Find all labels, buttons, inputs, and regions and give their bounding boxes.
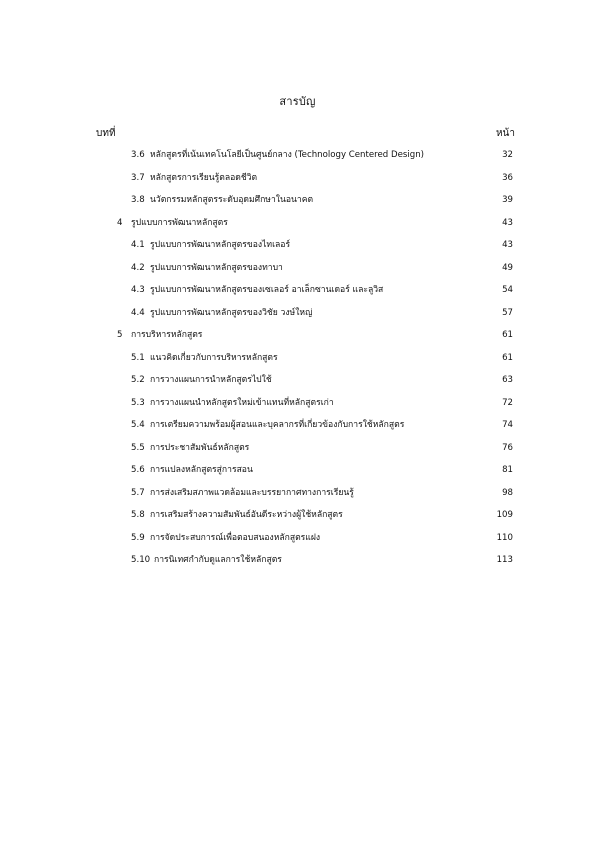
table-of-contents <box>0 150 595 578</box>
toc-entry-number: 4.3 <box>131 285 145 295</box>
toc-entry-page: 43 <box>502 217 513 228</box>
toc-entry <box>0 443 595 466</box>
toc-entry-number: 5 <box>117 330 123 340</box>
toc-entry-page: 63 <box>502 375 513 385</box>
toc-entry-number: 5.7 <box>131 487 145 498</box>
toc-entry-title: แนวคิดเกี่ยวกับการบริหารหลักสูตร <box>150 352 278 363</box>
toc-entry-page: 61 <box>502 352 513 363</box>
toc-entry-number: 5.3 <box>131 397 145 408</box>
toc-entry-page: 110 <box>496 532 513 543</box>
toc-entry-page: 54 <box>502 285 513 295</box>
page-title: สารบัญ <box>279 95 316 108</box>
toc-entry <box>0 488 595 511</box>
toc-entry-page: 72 <box>502 397 513 408</box>
toc-entry-title: รูปแบบการพัฒนาหลักสูตรของวิชัย วงษ์ใหญ่ <box>150 307 313 318</box>
toc-entry-page: 81 <box>502 465 513 475</box>
toc-entry-title: หลักสูตรการเรียนรู้ตลอดชีวิต <box>150 172 258 183</box>
toc-entry-number: 5.10 <box>131 555 151 565</box>
toc-entry-number: 4 <box>117 217 123 228</box>
toc-entry-number: 5.8 <box>131 510 145 520</box>
toc-entry <box>0 375 595 398</box>
toc-entry <box>0 330 595 353</box>
toc-entry-page: 61 <box>502 330 513 340</box>
toc-entry <box>0 510 595 533</box>
toc-entry-number: 4.2 <box>131 262 145 273</box>
toc-entry-title: การนิเทศกำกับดูแลการใช้หลักสูตร <box>154 555 282 565</box>
toc-entry-title: การบริหารหลักสูตร <box>131 330 203 340</box>
toc-entry-title: การแปลงหลักสูตรสู่การสอน <box>150 465 253 475</box>
toc-entry-title: รูปแบบการพัฒนาหลักสูตร <box>131 217 228 228</box>
toc-entry-title: การเตรียมความพร้อมผู้สอนและบุคลากรที่เกี่ยวข้องกับการใช้หลักสูตร <box>150 420 405 430</box>
toc-entry-number: 5.2 <box>131 375 145 385</box>
toc-entry-number: 5.4 <box>131 420 145 430</box>
toc-entry <box>0 218 595 241</box>
toc-entry-page: 32 <box>502 150 513 160</box>
toc-entry-title: การวางแผนการนำหลักสูตรไปใช้ <box>150 375 272 385</box>
toc-entry-title: นวัตกรรมหลักสูตรระดับอุดมศึกษาในอนาคต <box>150 195 314 205</box>
toc-entry-title: รูปแบบการพัฒนาหลักสูตรของไทเลอร์ <box>150 240 291 250</box>
toc-entry-page: 57 <box>502 307 513 318</box>
toc-entry-page: 36 <box>502 172 513 183</box>
toc-entry-number: 5.1 <box>131 352 145 363</box>
toc-entry-page: 98 <box>502 487 513 498</box>
toc-entry <box>0 240 595 263</box>
toc-entry-number: 3.8 <box>131 195 145 205</box>
toc-entry-title: รูปแบบการพัฒนาหลักสูตรของเซเลอร์ อาเล็กซานเดอร์ และลูวิส <box>150 285 384 295</box>
toc-entry-title: การส่งเสริมสภาพแวดล้อมและบรรยากาศทางการเรียนรู้ <box>150 487 354 498</box>
toc-entry <box>0 353 595 376</box>
toc-entry-title: หลักสูตรที่เน้นเทคโนโลยีเป็นศูนย์กลาง (Technology Centered Design) <box>150 150 424 160</box>
toc-entry <box>0 398 595 421</box>
toc-entry-page: 109 <box>496 510 513 520</box>
toc-entry <box>0 420 595 443</box>
toc-entry-page: 39 <box>502 195 513 205</box>
toc-entry-page: 74 <box>502 420 513 430</box>
toc-entry <box>0 465 595 488</box>
toc-entry <box>0 285 595 308</box>
toc-entry-title: การประชาสัมพันธ์หลักสูตร <box>150 442 250 453</box>
toc-entry-number: 3.6 <box>131 150 145 160</box>
toc-entry-number: 5.9 <box>131 532 145 543</box>
toc-entry-title: การจัดประสบการณ์เพื่อตอบสนองหลักสูตรแฝง <box>150 532 321 543</box>
toc-entry-title: รูปแบบการพัฒนาหลักสูตรของทาบา <box>150 262 283 273</box>
toc-entry <box>0 308 595 331</box>
toc-entry <box>0 150 595 173</box>
toc-entry <box>0 263 595 286</box>
toc-entry-title: การเสริมสร้างความสัมพันธ์อันดีระหว่างผู้ใช้หลักสูตร <box>150 510 343 520</box>
toc-entry <box>0 555 595 578</box>
column-header-page: หน้า <box>495 128 515 139</box>
toc-entry <box>0 173 595 196</box>
toc-entry-title: การวางแผนนำหลักสูตรใหม่เข้าแทนที่หลักสูตรเก่า <box>150 397 334 408</box>
toc-entry-page: 49 <box>502 262 513 273</box>
toc-entry-number: 4.1 <box>131 240 145 250</box>
toc-entry <box>0 533 595 556</box>
toc-entry-page: 113 <box>496 555 513 565</box>
column-header-chapter: บทที่ <box>96 128 116 139</box>
toc-entry-number: 5.5 <box>131 442 145 453</box>
toc-entry-number: 3.7 <box>131 172 145 183</box>
toc-entry-page: 43 <box>502 240 513 250</box>
toc-entry-number: 4.4 <box>131 307 145 318</box>
toc-entry <box>0 195 595 218</box>
toc-entry-number: 5.6 <box>131 465 145 475</box>
toc-entry-page: 76 <box>502 442 513 453</box>
